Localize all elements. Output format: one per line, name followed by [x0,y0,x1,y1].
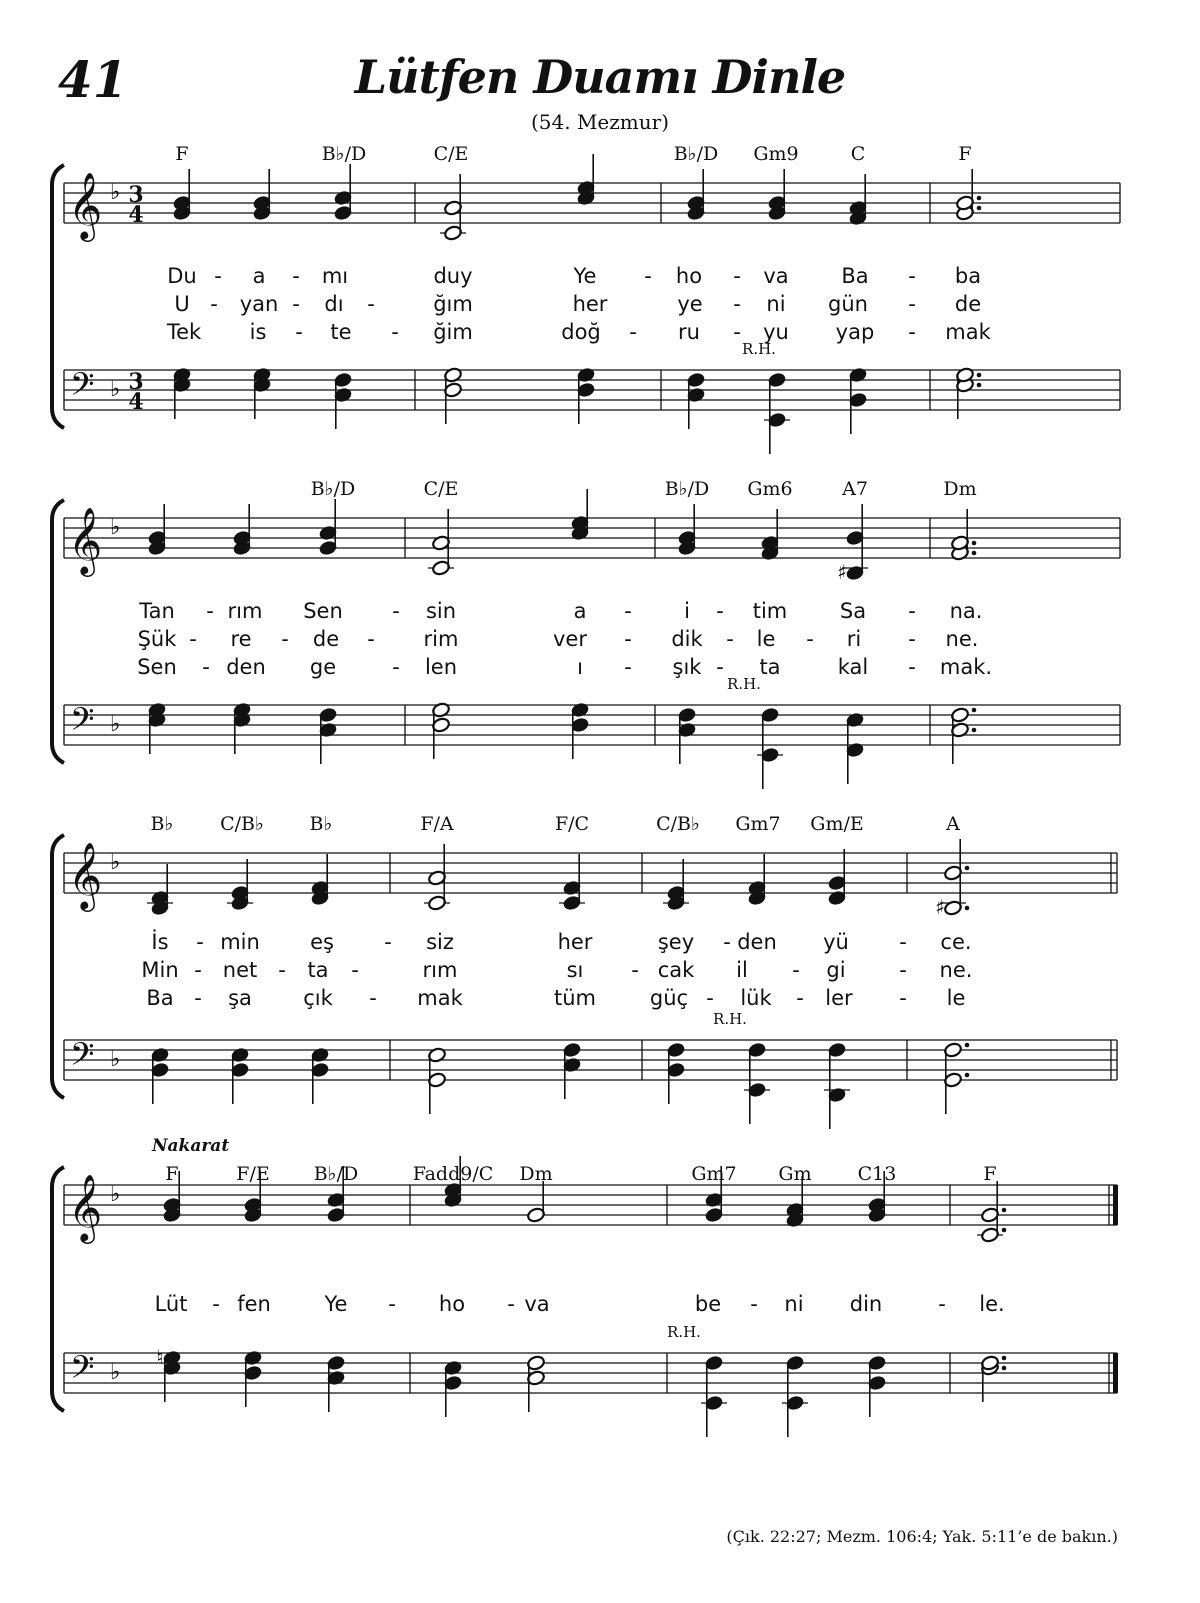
hyphen: - [733,320,741,344]
hyphen: - [388,1292,396,1316]
lyric-syllable: yü [823,930,849,954]
lyric-syllable: Lüt [154,1292,188,1316]
lyric-syllable: ru [678,320,700,344]
lyric-syllable: Du [167,264,197,288]
lyric-syllable: den [226,655,266,679]
hyphen: - [899,958,907,982]
chord-symbol: Fadd9/C [412,1163,494,1185]
hyphen: - [212,1292,220,1316]
lyric-syllable: ni [784,1292,804,1316]
hyphen: - [367,627,375,651]
hyphen: - [196,930,204,954]
hyphen: - [908,627,916,651]
lyric-syllable: her [572,292,608,316]
chord-symbol: Gm/E [810,813,864,835]
lyric-syllable: tim [752,599,788,623]
lyric-syllable: Sen [137,655,177,679]
lyric-syllable: tüm [554,986,596,1010]
lyric-syllable: ri [846,627,862,651]
system-bracket [52,500,64,763]
lyric-syllable: şa [228,986,252,1010]
hyphen: - [351,958,359,982]
lyric-syllable: ho [675,264,703,288]
treble-clef: 𝄞 [68,506,103,574]
dot [965,906,970,911]
treble-clef: 𝄞 [68,841,103,909]
lyric-syllable: Ye [324,1292,348,1316]
lyric-syllable: güç [649,986,689,1010]
key-signature-flat: ♭ [110,1360,121,1385]
dot [972,541,977,546]
chord-symbol: C13 [857,1163,897,1185]
lyric-syllable: Tek [166,320,202,344]
key-signature-flat: ♭ [110,180,121,205]
lyric-syllable: Ba [146,986,174,1010]
bass-clef: 𝄢 [70,366,95,410]
time-signature-bottom: 4 [128,389,144,415]
hyphen: - [281,627,289,651]
right-hand-marking: R.H. [727,675,761,693]
system-bracket [52,835,64,1098]
lyric-syllable: ı [577,655,583,679]
chord-symbol: Gm [778,1163,812,1185]
chord-symbol: Gm9 [753,143,799,165]
lyric-syllable: şık [672,655,702,679]
lyric-syllable: sin [425,599,457,623]
lyric-syllable: ğim [433,320,473,344]
hyphen: - [631,958,639,982]
dot [1002,1228,1007,1233]
hyphen: - [908,599,916,623]
lyric-syllable: re [230,627,252,651]
lyric-syllable: va [763,264,789,288]
hyphen: - [899,986,907,1010]
chord-symbol: B♭/D [664,478,710,500]
lyric-syllable: ğım [433,292,473,316]
chord-symbol: A [946,813,960,835]
dot [1002,1208,1007,1213]
lyric-syllable: mak [945,320,991,344]
chord-symbol: C/B♭ [220,813,264,835]
right-hand-marking: R.H. [742,340,776,358]
lyric-syllable: İs [151,930,169,954]
dot [1002,1356,1007,1361]
lyric-syllable: na. [949,599,983,623]
hyphen: - [629,320,637,344]
hyphen: - [367,292,375,316]
lyric-syllable: ta [307,958,329,982]
lyric-syllable: i [684,599,690,623]
lyric-syllable: gi [826,958,846,982]
chord-symbol: C/E [423,478,459,500]
hyphen: - [295,320,303,344]
hyphen: - [750,1292,758,1316]
hyphen: - [716,599,724,623]
dot [977,373,982,378]
lyric-syllable: le [946,986,966,1010]
hyphen: - [938,1292,946,1316]
lyric-syllable: Ye [573,264,597,288]
lyric-syllable: ye [677,292,703,316]
lyric-syllable: ne. [945,627,979,651]
chord-symbol: F [958,143,972,165]
lyric-syllable: dik [671,627,703,651]
bass-clef: 𝄢 [70,1036,95,1080]
key-signature-flat: ♭ [110,515,121,540]
lyric-syllable: din [849,1292,883,1316]
lyric-syllable: Min [141,958,179,982]
chord-symbol: A7 [842,478,868,500]
hyphen: - [384,930,392,954]
treble-clef: 𝄞 [68,171,103,239]
right-hand-marking: R.H. [667,1323,701,1341]
lyric-syllable: kal [837,655,869,679]
lyric-syllable: Tan [139,599,175,623]
lyric-syllable: min [220,930,260,954]
hyphen: - [392,599,400,623]
chord-symbol: B♭/D [673,143,719,165]
lyric-syllable: ho [438,1292,466,1316]
dot [965,866,970,871]
chord-symbol: Dm [519,1163,553,1185]
chord-symbol: C/E [433,143,469,165]
chord-symbol: B♭ [150,813,174,835]
scripture-reference: (Çık. 22:27; Mezm. 106:4; Yak. 5:11’e de bakın.) [726,1527,1118,1546]
chord-symbol: C/B♭ [656,813,700,835]
lyric-syllable: il [736,958,748,982]
lyric-syllable: mı [321,264,349,288]
dot [977,206,982,211]
dot [977,383,982,388]
sharp-sign: ♯ [837,560,847,584]
lyric-syllable: ni [766,292,786,316]
natural-sign: ♮ [156,1345,164,1369]
chord-symbol: Dm [943,478,977,500]
treble-clef: 𝄞 [68,1173,103,1241]
lyric-syllable: a [573,599,587,623]
system-bracket [52,1167,64,1411]
lyric-syllable: duy [433,264,473,288]
chord-symbol: F [175,143,189,165]
lyric-syllable: Sa [839,599,867,623]
hyphen: - [624,655,632,679]
lyric-syllable: ver [553,627,587,651]
key-signature-flat: ♭ [110,1047,121,1072]
dot [965,1073,970,1078]
right-hand-marking: R.H. [713,1010,747,1028]
chord-symbol: F/A [420,813,454,835]
lyric-syllable: ce. [940,930,972,954]
final-barline [1113,1185,1118,1225]
hyphen: - [908,264,916,288]
sharp-sign: ♯ [935,895,945,919]
refrain-label: Nakarat [152,1136,230,1156]
lyric-syllable: fen [237,1292,271,1316]
hyphen: - [278,958,286,982]
hymn-subtitle: (54. Mezmur) [530,110,670,134]
hyphen: - [624,627,632,651]
chord-symbol: B♭/D [321,143,367,165]
dot [972,708,977,713]
key-signature-flat: ♭ [110,1182,121,1207]
hyphen: - [507,1292,515,1316]
hyphen: - [806,627,814,651]
chord-symbol: F [983,1163,997,1185]
hyphen: - [391,320,399,344]
hymn-number: 41 [58,50,128,109]
chord-symbol: Gm6 [747,478,793,500]
hyphen: - [206,599,214,623]
hyphen: - [392,655,400,679]
hyphen: - [189,627,197,651]
chord-symbol: C [850,143,866,165]
lyric-syllable: be [694,1292,722,1316]
lyric-syllable: U [174,292,190,316]
hyphen: - [194,986,202,1010]
lyric-syllable: siz [426,930,454,954]
chord-symbol: Gm7 [691,1163,737,1185]
lyric-syllable: ler [825,986,853,1010]
chord-symbol: B♭/D [310,478,356,500]
chord-symbol: F/E [236,1163,270,1185]
time-signature-bottom: 4 [128,202,144,228]
hyphen: - [214,264,222,288]
hyphen: - [899,930,907,954]
lyric-syllable: is [249,320,267,344]
lyric-syllable: lük [740,986,772,1010]
lyric-syllable: doğ [561,320,601,344]
lyric-syllable: a [252,264,266,288]
lyric-syllable: şey [657,930,695,954]
hyphen: - [194,958,202,982]
dot [1002,1366,1007,1371]
chord-symbol: F/C [554,813,590,835]
lyric-syllable: ne. [939,958,973,982]
lyric-syllable: net [222,958,258,982]
lyric-syllable: va [524,1292,550,1316]
time-signature-top: 3 [128,369,144,395]
dot [972,728,977,733]
lyric-syllable: yan [239,292,279,316]
lyric-syllable: le. [979,1292,1005,1316]
hyphen: - [908,292,916,316]
lyric-syllable: Sen [303,599,343,623]
lyric-syllable: rım [422,958,458,982]
hyphen: - [908,655,916,679]
hyphen: - [644,264,652,288]
lyric-syllable: ge [309,655,337,679]
chord-symbol: B♭/D [313,1163,359,1185]
hyphen: - [210,292,218,316]
hyphen: - [796,986,804,1010]
time-signature-top: 3 [128,182,144,208]
lyric-syllable: den [737,930,777,954]
lyric-syllable: mak. [939,655,993,679]
hyphen: - [723,930,731,954]
lyric-syllable: ta [759,655,781,679]
lyric-syllable: her [557,930,593,954]
hyphen: - [733,264,741,288]
lyric-syllable: rım [227,599,263,623]
lyric-syllable: len [424,655,458,679]
chord-symbol: F [165,1163,179,1185]
dot [977,196,982,201]
hyphen: - [726,627,734,651]
lyric-syllable: Şük [137,627,177,651]
lyric-syllable: yap [835,320,875,344]
lyric-syllable: eş [310,930,334,954]
lyric-syllable: çık [303,986,333,1010]
key-signature-flat: ♭ [110,377,121,402]
hyphen: - [292,264,300,288]
key-signature-flat: ♭ [110,850,121,875]
dot [972,551,977,556]
hyphen: - [908,320,916,344]
hymn-title: Lütfen Duamı Dinle [354,50,846,104]
lyric-syllable: Ba [841,264,869,288]
hyphen: - [792,958,800,982]
lyric-syllable: sı [566,958,584,982]
hyphen: - [624,599,632,623]
hyphen: - [202,655,210,679]
lyric-syllable: le [756,627,776,651]
hyphen: - [733,292,741,316]
system-bracket [52,165,64,428]
chord-symbol: Gm7 [735,813,781,835]
chord-symbol: B♭ [309,813,333,835]
hyphen: - [369,986,377,1010]
lyric-syllable: ba [954,264,982,288]
lyric-syllable: rim [423,627,459,651]
dot [965,1043,970,1048]
lyric-syllable: gün [828,292,868,316]
hyphen: - [292,292,300,316]
lyric-syllable: de [312,627,340,651]
lyric-syllable: dı [324,292,344,316]
lyric-syllable: mak [417,986,463,1010]
key-signature-flat: ♭ [110,712,121,737]
bass-clef: 𝄢 [70,701,95,745]
lyric-syllable: cak [657,958,695,982]
bass-clef: 𝄢 [70,1349,95,1393]
final-barline [1113,1353,1118,1393]
lyric-syllable: te [330,320,352,344]
hyphen: - [716,655,724,679]
lyric-syllable: yu [763,320,789,344]
lyric-syllable: de [954,292,982,316]
hyphen: - [706,986,714,1010]
